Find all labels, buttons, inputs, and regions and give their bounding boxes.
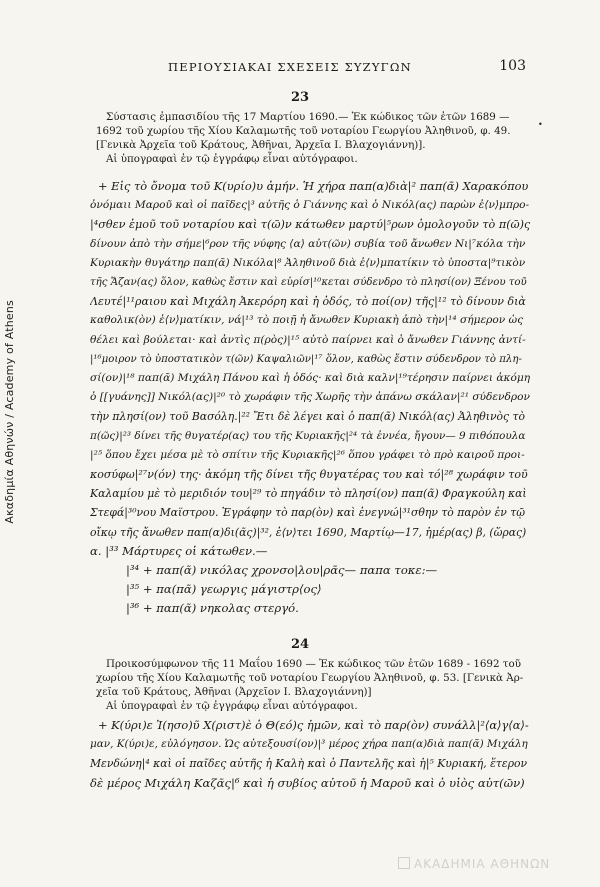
watermark-text: ΑΚΑΔΗΜΙΑ ΑΘΗΝΩΝ <box>414 857 551 871</box>
document-number: 24 <box>290 637 310 652</box>
document-header <box>96 110 528 166</box>
text-line: οἴκῳ τῆς ἄνωθεν παπ(α)δι(ᾶς)|³², ἐ⟨ν⟩τει 1690, Μαρτίῳ—17, ἡμέρ(ας) β, (ὥρας) <box>90 525 527 539</box>
text-line: κοσύφω|²⁷ν(όν) της· ἀκόμη τῆς δίνει τῆς θυγατέρας του καὶ τό|²⁸ χωράφιν τοῦ <box>90 468 528 482</box>
document-text <box>90 177 530 619</box>
text-line: τῆς Ἄζαν(ας) ὅλον, καθὼς ἔστιν καὶ εὑρίσ|¹⁰κεται σύδενδρο τὸ πλησί(ον) Ξένου τοῦ <box>90 277 527 289</box>
text-line: |¹⁶μοιρον τὸ ὑποστατικὸν τ(ῶν) Καψαλιῶν|¹⁷ ὅλον, καθὼς ἔστιν σύδενδρον τὸ πλη- <box>90 353 522 365</box>
document-text <box>90 716 530 793</box>
academy-logo-icon <box>398 857 410 869</box>
text-line: μαν, Κ(ύρι)ε, εὐλόγησον. Ὡς αὐτεξουσί(ον)|³ μέρος χήρα παπ(α)διὰ παπ(ᾶ) Μιχάλη <box>90 738 528 751</box>
document-number: 23 <box>290 90 310 105</box>
header-line: χεῖα τοῦ Κράτους, Ἀθῆναι (Ἀρχεῖον Ι. Βλαχογιάννη)] <box>96 686 372 698</box>
text-line: α. |³³ Μάρτυρες οἱ κάτωθεν.— <box>90 543 268 558</box>
side-archive-label: Ακαδημία Αθηνών / Academy of Athens <box>3 300 16 524</box>
text-line: Καλαμίου μὲ τὸ μεριδιόν του|²⁹ τὸ πηγάδιν τὸ πλησί(ον) παπ(ᾶ) Φραγκούλη καὶ <box>90 487 527 501</box>
header-line: Σύστασις ἐμπασιδίου τῆς 17 Μαρτίου 1690.— Ἐκ κώδικος τῶν ἐτῶν 1689 — <box>106 111 510 123</box>
header-line: Αἱ ὑπογραφαὶ ἐν τῷ ἐγγράφῳ εἶναι αὐτόγραφοι. <box>106 700 358 712</box>
text-line: τὴν πλησί(ον) τοῦ Βασόλη.|²² Ἔτι δὲ λέγει καὶ ὁ παπ(ᾶ) Νικόλ(ας) Ἀληθινὸς τὸ <box>90 410 525 424</box>
text-line: Μενδώνη|⁴ καὶ οἱ παῖδες αὐτῆς ἡ Καλὴ καὶ ὁ Παντελῆς καὶ ἡ|⁵ Κυριακή, ἕτερον <box>90 757 528 771</box>
signature-line: |³⁴ + παπ(ᾶ) νικόλας χρονσο|λου|ρᾶς— παπα τοκε:— <box>126 563 438 578</box>
running-head <box>80 58 526 78</box>
signature-line: |³⁵ + πα(πᾶ) γεωργις μάγιστρ⟨ος⟩ <box>126 582 322 597</box>
text-line: |²⁵ ὅπου ἔχει μέσα μὲ τὸ σπίτιν τῆς Κυριακῆς|²⁶ ὅπου γράφει τὸ πρὸ καιροῦ προι- <box>90 448 525 461</box>
header-line: χωρίου τῆς Χίου Καλαμωτῆς τοῦ νοταρίου Γεωργίου Ἀληθινοῦ, φ. 53. [Γενικὰ Ἀρ- <box>96 672 524 684</box>
text-line: σί(ον)|¹⁸ παπ(ᾶ) Μιχάλη Πάνου καὶ ἡ ὁδός· καὶ διὰ καλν|¹⁹τέρησιν παίρνει ἀκόμη <box>90 372 530 385</box>
text-line: θέλει καὶ βούλεται· καὶ ἀντὶς π(ρὸς)|¹⁵ αὐτὸ παίρνει καὶ ὁ ἄνωθεν Γιάννης ἀντί- <box>90 333 526 346</box>
text-line: ὀνόμαιι Μαρoῦ καὶ οἱ παῖδες|³ αὐτῆς ὁ Γιάννης καὶ ὁ Νικόλ(ας) παρὼν ἐ⟨ν⟩μπρο- <box>90 199 530 212</box>
document-header <box>96 657 528 713</box>
signature-line: |³⁶ + παπ(ᾶ) νηκολας στεργό. <box>126 601 299 616</box>
text-line: Λευτέ|¹¹ραιου καὶ Μιχάλη Ἀκερόρη καὶ ἡ ὁδός, τὸ ποί(ον) τῆς|¹² τὸ δίνουν διὰ <box>90 295 526 309</box>
text-line: + Κ(ύρι)ε Ἰ(ησο)ῦ Χ(ριστ)ὲ ὁ Θ(εό)ς ἡμῶν, καὶ τὸ παρ(ὸν) συνάλλ|²⟨α⟩γ⟨α⟩- <box>98 718 529 732</box>
text-line: δίνουν ἀπὸ τὴν σήμε|⁶ρον τῆς νύφης ⟨α⟩ αὐτ(ῶν) συβία τοῦ ἄνωθεν Νι|⁷κόλα τὴν <box>90 237 526 250</box>
header-line: Αἱ ὑπογραφαὶ ἐν τῷ ἐγγράφῳ εἶναι αὐτόγραφοι. <box>106 153 358 165</box>
academy-watermark <box>398 857 550 871</box>
text-line: |⁴σθεν ἐμοῦ τοῦ νοταρίου καὶ τ(ῶ)ν κάτωθεν μαρτύ|⁵ρων ὁμολογοῦν τὸ π(ῶ)ς <box>90 218 530 232</box>
text-line: Κυριακὴν θυγάτηρ παπ(ᾶ) Νικόλα|⁸ Ἀληθινοῦ διὰ ἐ⟨ν⟩μπατίκιν τὸ ὑποστα|⁹τικὸν <box>90 256 526 269</box>
text-line: + Εἰς τὸ ὄνομα τοῦ Κ(υρίο)υ ἀμήν. Ἡ χήρα παπ(α)διὰ|² παπ(ᾶ) Χαρακόπου <box>98 179 529 193</box>
text-line: Στεφά|³⁰νου Μαϊστρου. Ἐγράφην τὸ παρ(ὸν) καὶ ἐνεγνώ|³¹σθην τὸ παρὸν ἐν τῷ <box>90 506 526 520</box>
margin-mark: • <box>538 120 543 129</box>
text-line: καθολικ(ὸν) ἐ⟨ν⟩ματίκιν, νά|¹³ τὸ ποιῇ ἡ ἄνωθεν Κυριακὴ ἀπὸ τὴν|¹⁴ σήμερον ὡς <box>90 314 524 327</box>
text-line: δὲ μέρος Μιχάλη Καζᾶς|⁶ καὶ ἡ συβίος αὐτοῦ ἡ Μαρoῦ καὶ ὁ υἱὸς αὐτ(ῶν) <box>90 775 525 790</box>
text-line: π(ῶς)|²³ δίνει τῆς θυγατέρ(ας) του τῆς Κυριακῆς|²⁴ τὰ ἐννέα, ἤγουν— 9 πιθόπουλα <box>90 429 526 442</box>
header-line: Προικοσύμφωνον τῆς 11 Μαΐου 1690 — Ἐκ κώδικος τῶν ἐτῶν 1689 - 1692 τοῦ <box>106 658 521 670</box>
running-title: ΠΕΡΙΟΥΣΙΑΚΑΙ ΣΧΕΣΕΙΣ ΣΥΖΥΓΩΝ <box>168 60 412 74</box>
page-number: 103 <box>499 58 526 74</box>
header-line: [Γενικὰ Ἀρχεῖα τοῦ Κράτους, Ἀθῆναι, Ἀρχεῖα Ι. Βλαχογιάννη)]. <box>96 139 426 151</box>
text-line: ὁ [[γυάνης]] Νικόλ(ας)|²⁰ τὸ χωράφιν τῆς Χωρῆς τὴν ἀπάνω σκάλαν|²¹ σύδενδρον <box>90 391 530 404</box>
header-line: 1692 τοῦ χωρίου τῆς Χίου Καλαμωτῆς τοῦ νοταρίου Γεωργίου Ἀληθινοῦ, φ. 49. <box>96 125 511 137</box>
